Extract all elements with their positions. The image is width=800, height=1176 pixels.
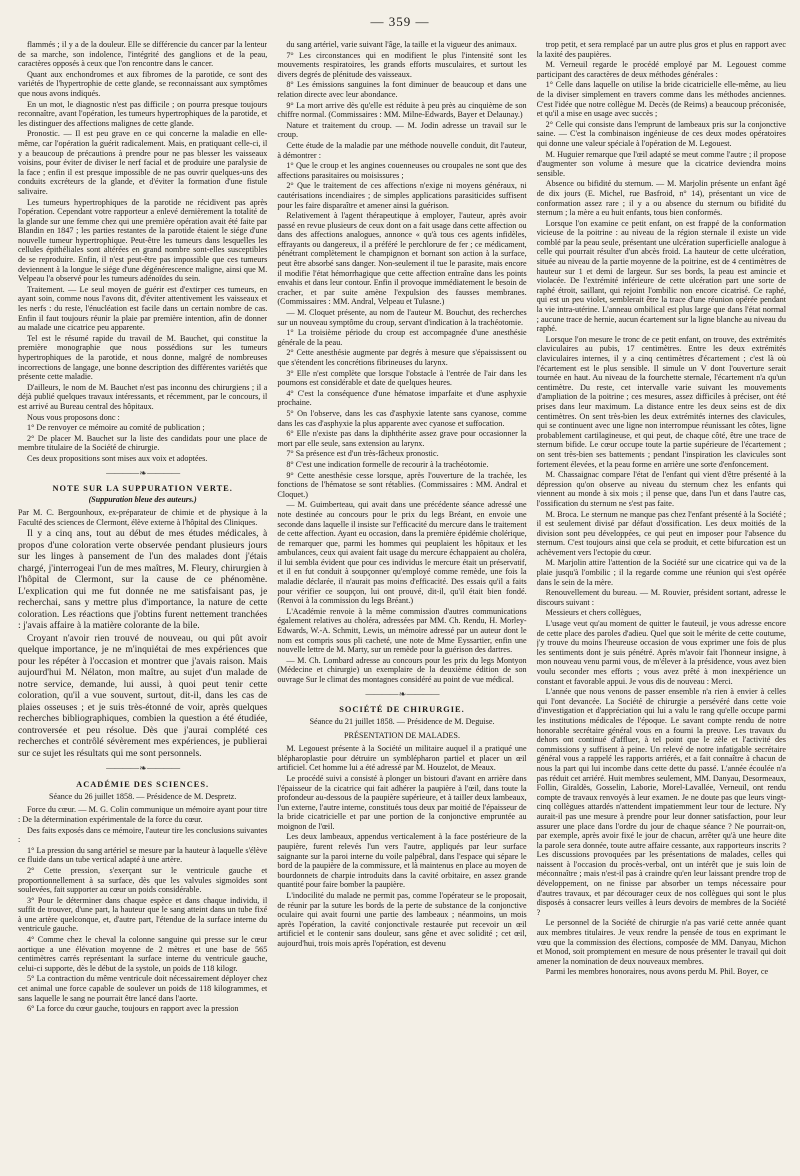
paragraph: 1° Celle dans laquelle on utilise la bride cicatricielle elle-même, au lieu de la diviser simplement en travers comme dans les méthodes anciennes. C'est l'idée que notre collègue M. Decès (de Reims) a beaucoup préconisée, et qu'il a mise en usage avec succès ; xyxy=(536,80,786,119)
paragraph: 6° Elle n'existe pas dans la diphthérite assez grave pour occasionner la mort par elle seule, sans extension au larynx. xyxy=(277,429,527,448)
column-right xyxy=(537,40,786,1168)
note-title: NOTE SUR LA SUPPURATION VERTE. xyxy=(52,484,233,494)
paragraph: 5° La contraction du même ventricule doit nécessairement déployer chez cet animal une force capable de soulever un poids de 118 kilogrammes, et sans laquelle le sang ne pourrait être lancé dans l'aorte. xyxy=(18,974,268,1003)
note-author: Par M. C. Bergounhoux, ex-préparateur de chimie et de physique à la Faculté des sciences de Clermont, élève externe à l'hôpital des Cliniques. xyxy=(18,508,268,527)
paragraph: 3° Elle n'est complète que lorsque l'obstacle à l'entrée de l'air dans les poumons est considérable et date de quelques heures. xyxy=(277,368,527,388)
note-subtitle: (Suppuration bleue des auteurs.) xyxy=(88,494,197,504)
academy-body xyxy=(18,805,267,1013)
paragraph: Traitement. — Le seul moyen de guérir est d'extirper ces tumeurs, en ayant soin, comme nous l'avons dit, d'éviter attentivement les vaisseaux et les nerfs : du reste, l'énucléation est facile dans un certain nombre de cas. Enfin il faut toujours réunir la plaie par première intention, afin de donner au malade une cicatrice peu apparente. xyxy=(18,284,268,333)
paragraph: 5° On l'observe, dans les cas d'asphyxie latente sans cyanose, comme dans les cas d'asphyxie la plus apparente avec cyanose et suffocation. xyxy=(277,408,527,428)
paragraph: M. Verneuil regarde le procédé employé par M. Legouest comme participant des caractères de deux méthodes générales : xyxy=(536,60,786,79)
paragraph: Absence ou bifidité du sternum. — M. Marjolin présente un enfant âgé de dix jours (E. Michel, rue Basfroid, n° 14), présentant un vice de conformation assez rare ; il y a ou absence du sternum ou bifidité du sternum ; la mère a eu huit enfants, tous bien conformés. xyxy=(536,179,786,218)
paragraph: — M. Cloquet présente, au nom de l'auteur M. Bouchut, des recherches sur un nouveau symptôme du croup, servant d'indication à la trachéotomie. xyxy=(277,308,527,327)
paragraph: Renouvellement du bureau. — M. Rouvier, président sortant, adresse le discours suivant : xyxy=(536,588,786,607)
paragraph: L'usage veut qu'au moment de quitter le fauteuil, je vous adresse encore de cette place des paroles d'adieu. Quel que soit le mérite de cette coutume, j'y trouve du moins l'heureuse occasion de vous exprimer une fois de plus les sentiments dont je suis pénétré. Après m'avoir fait l'honneur insigne, à mon nouveau venu parmi vous, de m'élever à la présidence, vous avez bien voulu seconder mes efforts ; vous avez prêté à mon inexpérience un constant et favorable appui. Je vous dis de nouveau : Merci. xyxy=(536,619,786,686)
text-columns xyxy=(18,40,786,1168)
paragraph: 1° Que le croup et les angines couenneuses ou croupales ne sont que des affections parasitaires ou moisissures ; xyxy=(277,161,527,180)
paragraph: Tel est le résumé rapide du travail de M. Bauchet, qui constitue la première monographie que nous possédions sur les tumeurs hypertrophiques de la parotide, et nous donne, malgré de nombreuses incorrections de langage, une bonne description des différentes variétés que présente cette maladie. xyxy=(18,333,268,382)
paragraph: 2° Celle qui consiste dans l'emprunt de lambeaux pris sur la conjonctive saine. — C'est la combinaison ingénieuse de ces deux modes opératoires qui donne une valeur spéciale à l'opération de M. Legouest. xyxy=(536,119,786,148)
paragraph: M. Chassaignac compare l'état de l'enfant qui vient d'être présenté à la dépression qu'on observe au niveau du sternum chez les enfants qui viennent au monde à six mois ; il pense que, dans l'un et dans l'autre cas, l'ossification du sternum ne s'est pas faite. xyxy=(536,470,786,508)
society-session: Séance du 21 juillet 1858. — Présidence de M. Deguise. xyxy=(309,716,495,726)
paragraph: 7° Les circonstances qui en modifient le plus l'intensité sont les mouvements respiratoires, les grands efforts musculaires, et surtout les divers degrés de plénitude des vaisseaux. xyxy=(277,50,527,79)
paragraph: Des faits exposés dans ce mémoire, l'auteur tire les conclusions suivantes : xyxy=(18,825,268,845)
paragraph: En un mot, le diagnostic n'est pas difficile ; on pourra presque toujours reconnaître, avant l'opération, les tumeurs hypertrophiques de la parotide, et les distinguer des affections malignes de cette glande. xyxy=(18,99,268,128)
academy-title: ACADÉMIE DES SCIENCES. xyxy=(76,779,210,789)
presentation-heading: PRÉSENTATION DE MALADES. xyxy=(343,730,460,740)
paragraph: 2° Cette pression, s'exerçant sur le ventricule gauche et proportionnellement à sa surface, dès que les valvules sigmoïdes sont soulevées, fait supporter au cœur un poids considérable. xyxy=(18,865,268,895)
paragraph: Pronostic. — Il est peu grave en ce qui concerne la maladie en elle-même, car l'opération la guérit radicalement. Mais, en pratiquant celle-ci, il y a beaucoup de précautions à prendre pour ne pas blesser les vaisseaux voisins, pour éviter de diviser le nerf facial et de produire une paralysie de la face ; enfin il est presque impossible de ne pas ouvrir quelques-uns des conduits excréteurs de la glande, et d'éviter la formation d'une fistule salivaire. xyxy=(18,129,268,196)
paragraph: flammés ; il y a de la douleur. Elle se différencie du cancer par la lenteur de sa marche, son indolence, l'intégrité des ganglions et de la peau, caractères opposés à ceux que l'on rencontre dans le cancer. xyxy=(18,40,268,69)
paragraph: L'indocilité du malade ne permit pas, comme l'opérateur se le proposait, de réunir par la suture les bords de la perte de substance de la conjonctive oculaire qui avait fourni une partie des lambeaux ; néanmoins, un mois après l'opération, la cavité conjonctivale restaurée put recevoir un œil artificiel et le contenir sans douleur, sans gêne et avec solidité ; cet œil, aujourd'hui, trois mois après l'opération, est devenu xyxy=(277,891,527,948)
paragraph: M. Huguier remarque que l'œil adapté se meut comme l'autre ; il propose d'augmenter son volume à mesure que la cicatrice deviendra moins sensible. xyxy=(536,149,786,178)
column-middle-body xyxy=(277,40,526,685)
paragraph: Cette étude de la maladie par une méthode nouvelle conduit, dit l'auteur, à démontrer : xyxy=(277,140,527,160)
paragraph: Quant aux enchondromes et aux fibromes de la parotide, ce sont des variétés de l'hypertrophie de cette glande, se reconnaissant aux symptômes que nous avons indiqués. xyxy=(18,69,268,98)
paragraph: Parmi les membres honoraires, nous avons perdu M. Phil. Boyer, ce xyxy=(545,967,769,977)
paragraph: du sang artériel, varie suivant l'âge, la taille et la vigueur des animaux. xyxy=(286,40,517,49)
paragraph: 7° Sa présence est d'un très-fâcheux pronostic. xyxy=(286,449,439,459)
paragraph: Messieurs et chers collègues, xyxy=(545,608,642,618)
paragraph: Le procédé suivi a consisté à plonger un bistouri d'avant en arrière dans l'épaisseur de la cicatrice qui fait adhérer la paupière à l'œil, dans toute la profondeur au-dessous de la paupière supérieure, et à tailler deux lambeaux, l'un externe, l'autre interne, constitués tous deux par moitié de l'épaisseur de la bride cicatricielle et par une portion de la conjonctive empruntée au moignon de l'œil. xyxy=(277,773,527,831)
paragraph: 2° Cette anesthésie augmente par degrés à mesure que s'épaississent ou que s'étendent les concrétions fibrineuses du larynx. xyxy=(277,348,527,367)
paragraph: Les deux lambeaux, appendus verticalement à la face postérieure de la paupière, furent relevés l'un vers l'autre, appliqués par leur surface saignante sur la paroi interne du voile palpébral, dans l'espace qui sépare le bord de la paupière de la commissure, et là maintenus en place au moyen de bourdonnets de charpie introduits dans la cavité orbitaire, en assez grande quantité pour faire bomber la paupière. xyxy=(277,832,527,890)
section-divider xyxy=(277,689,526,700)
paragraph: Nous vous proposons donc : xyxy=(27,412,120,422)
paragraph: M. Legouest présente à la Société un militaire auquel il a pratiqué une blépharoplastie pour détruire un symblépharon partiel et placer un œil artificiel. Cet homme lui a été adressé par M. Houzelot, de Meaux. xyxy=(277,744,527,773)
page-number: — 359 — xyxy=(370,14,430,29)
paragraph: Ces deux propositions sont mises aux voix et adoptées. xyxy=(27,453,208,463)
paragraph: L'Académie renvoie à la même commission d'autres communications également relatives au choléra, adressées par MM. Ch. Rendu, H. Morley-Edwards, W.-A. Schmitt, Lewis, un mémoire adressé par un auteur dont le nom est compris sous pli cacheté, une note de Mme Eyssartier, enfin une nouvelle lettre de M. Marty, sur un remède pour la guérison des dartres. xyxy=(277,606,527,655)
paragraph: 2° Que le traitement de ces affections n'exige ni moyens généraux, ni cautérisations incendiaires ; de simples applications parasiticides suffisent pour les faire disparaître et amener ainsi la guérison. xyxy=(277,181,527,210)
paragraph: 9° La mort arrive dès qu'elle est réduite à peu près au cinquième de son chiffre normal. (Commissaires : MM. Milne-Edwards, Bayer et Delaunay.) xyxy=(277,100,527,120)
paragraph: Croyant n'avoir rien trouvé de nouveau, ou qui pût avoir quelque importance, je ne m'inquiétai de mes expériences que pour les répéter à l'occasion et montrer que j'avais raison. Mais aujourd'hui M. Nélaton, mon maître, au sujet d'un malade de notre service, demande, lui aussi, à quoi peut tenir cette coloration, qu'il a vue souvent, surtout, dit-il, dans les cas de plaies osseuses ; et je suis très-étonné de voir, après quelques recherches bibliographiques, combien la question a été étudiée, controversée et peu résolue. Dès que j'aurai complété ces recherches et contrôlé sévèrement mes expériences, je publierai sur ce sujet les résultats qui me sont personnels. xyxy=(18,632,268,759)
section-divider xyxy=(18,468,267,479)
column-right-body xyxy=(537,40,786,977)
column-left-body xyxy=(18,40,267,464)
paragraph: 2° De placer M. Bauchet sur la liste des candidats pour une place de membre titulaire de la Société de chirurgie. xyxy=(18,433,268,453)
paragraph: Nature et traitement du croup. — M. Jodin adresse un travail sur le croup. xyxy=(277,120,527,140)
paragraph: 8° Les émissions sanguines la font diminuer de beaucoup et dans une relation directe avec leur abondance. xyxy=(277,80,527,99)
paragraph: 4° Comme chez le cheval la colonne sanguine qui presse sur le cœur aortique a une élévation moyenne de 2 mètres et une base de 565 centimètres carrés représentant la surface interne du ventricule gauche, celui-ci supporte, dès le début de la systole, un poids de 118 kilogr. xyxy=(18,935,268,973)
society-title: SOCIÉTÉ DE CHIRURGIE. xyxy=(339,705,465,715)
note-body xyxy=(18,528,267,759)
paragraph: 3° Pour le déterminer dans chaque espèce et dans chaque individu, il suffit de trouver, d'une part, la hauteur que le sang atteint dans un tube fixé à une artère quelconque, et, d'autre part, l'étendue de la surface interne du ventricule gauche. xyxy=(18,895,268,934)
paragraph: 9° Cette anesthésie cesse lorsque, après l'ouverture de la trachée, les fonctions de l'hématose se sont rétablies. (Commissaires : MM. Andral et Cloquet.) xyxy=(277,470,527,499)
society-body xyxy=(277,744,526,948)
paragraph: D'ailleurs, le nom de M. Bauchet n'est pas inconnu des chirurgiens ; il a déjà publié quelques travaux intéressants, et récemment, par le concours, il est arrivé au Bureau central des hôpitaux. xyxy=(18,382,268,411)
paragraph: Il y a cinq ans, tout au début de mes études médicales, à propos d'une coloration verte observée pendant plusieurs jours sur les linges à pansement de l'un des malades dont j'étais chargé, j'interrogeai l'un de mes maîtres, M. Fleury, chirurgien à l'hôpital de Clermont, sur la cause de ce phénomène. L'explication qui me fut donnée ne me satisfaisant pas, je recherchai, sans y mettre plus d'importance, la nature de cette coloration. Les réactions que j'obtins furent nettement tranchées : j'avais affaire à la matière colorante de la bile. xyxy=(18,528,268,632)
paragraph: Lorsque l'on examine ce petit enfant, on est frappé de la conformation vicieuse de la poitrine : au niveau de la région sternale il existe un vide comblé par la peau seule, présentant une ulcération superficielle analogue à celle qui pourrait résulter d'un abcès froid. La hauteur de cette ulcération, située au niveau de la partie moyenne de la poitrine, est de 4 centimètres de hauteur sur 1 et demi de largeur. Sur ses bords, la peau est amincie et violacée. De l'extrémité inférieure de cette ulcération part une sorte de raphé étroit, saillant, qui rejoint l'ombilic non encore cicatrisé. Ce raphé, qui est un peu violet, semblerait être la trace d'une réunion opérée pendant la vie intra-utérine. L'anneau ombilical est plus large que dans l'état normal ; aucune trace de hernie, aucun écartement sur la ligne blanche au niveau du raphé. xyxy=(536,218,786,334)
paragraph: — M. Guimberteau, qui avait dans une précédente séance adressé une note destinée au concours pour le prix du legs Bréant, en envoie une seconde dans laquelle il insiste sur l'efficacité du mercure dans le traitement de cette affection. Ayant eu occasion, dans la première épidémie cholérique, de remarquer que, parmi les hommes qui peuplaient les hôpitaux et les ambulances, ceux qui avaient fait usage du mercure échappaient au choléra, il lui sembla évident que pour ces individus le mercure était un préservatif, et il en fut conduit à soupçonner qu'employé comme remède, une fois la maladie déclarée, il n'aurait pas moins d'efficacité. Des essais qu'il a faits pour vérifier ce soupçon, lui ont prouvé, dit-il, qu'il était bien fondé. (Renvoi à la commission du legs Bréant.) xyxy=(277,500,527,606)
paragraph: 4° C'est la conséquence d'une hématose imparfaite et d'une asphyxie prochaine. xyxy=(277,388,527,408)
paragraph: Les tumeurs hypertrophiques de la parotide ne récidivent pas après l'opération. Cependant votre rapporteur a enlevé dernièrement la totalité de la glande sur une femme chez qui une première opération avait été faite par Blandin en 1847 ; les parties restantes de la parotide étaient le siége d'une nouvelle tumeur hypertrophique. Peut-être les tumeurs dans lesquelles les cellules épithéliales sont altérées en grand nombre sont-elles susceptibles de se reproduire. Enfin, il n'est peut-être pas impossible que ces tumeurs deviennent à la longue le siége d'une dégénérescence maligne, ainsi que M. Velpeau l'a observé pour les tumeurs adénoïdes du sein. xyxy=(18,197,268,284)
paragraph: M. Broca. Le sternum ne manque pas chez l'enfant présenté à la Société ; il est seulement divisé par défaut d'ossification. Les deux moitiés de la division sont peu développées, ce qui peut en imposer pour l'absence du sternum. C'est toujours ainsi que cela se produit, et cette bifurcation est un achèvement vers l'ectopie du cœur. xyxy=(536,509,786,557)
paragraph: Le personnel de la Société de chirurgie n'a pas varié cette année quant aux membres titulaires. Je veux rendre la pensée de tous en exprimant le vœu que la commission des élections, composée de MM. Danyau, Michon et Monod, soit promptement en mesure de nous présenter le travail qui doit amener la nomination de deux nouveaux membres. xyxy=(536,918,786,966)
paragraph: — M. Ch. Lombard adresse au concours pour les prix du legs Montyon (Médecine et chirurgie) un exemplaire de la deuxième édition de son ouvrage Sur le climat des montagnes considéré au point de vue médical. xyxy=(277,655,527,684)
paragraph: Relativement à l'agent thérapeutique à employer, l'auteur, après avoir passé en revue plusieurs de ceux dont on a fait usage dans cette affection ou dans des affections analogues, annonce « qu'à tous ces agents infidèles, effrayants ou dangereux, il a préféré le perchlorure de fer ; ce médicament, pénétrant complètement le champignon et bornant son action à la surface, peut être absorbé sans danger. Non-seulement il tue le parasite, mais encore il modifie l'état hémorrhagique que cette affection entraîne dans les points envahis et dans leur contour. Enfin il provoque immédiatement le besoin de cracher, et par suite amène l'expulsion des fausses membranes. (Commissaires : MM. Andral, Velpeau et Tulasne.) xyxy=(277,211,527,307)
column-left xyxy=(18,40,267,1168)
paragraph: M. Marjolin attire l'attention de la Société sur une cicatrice qui va de la plaie jusqu'à l'ombilic ; il la regarde comme une réunion qui s'est opérée dans le sein de la mère. xyxy=(536,558,786,587)
paragraph: 1° De renvoyer ce mémoire au comité de publication ; xyxy=(27,423,205,433)
paragraph: 8° C'est une indication formelle de recourir à la trachéotomie. xyxy=(286,459,489,469)
academy-session: Séance du 26 juillet 1858. — Présidence de M. Despretz. xyxy=(48,791,237,801)
paragraph: trop petit, et sera remplacé par un autre plus gros et plus en rapport avec la laxité des paupières. xyxy=(536,40,786,59)
column-middle xyxy=(277,40,526,1168)
paragraph: Force du cœur. — M. G. Colin communique un mémoire ayant pour titre : De la détermination expérimentale de la force du cœur. xyxy=(18,805,268,824)
paragraph: L'année que nous venons de passer ensemble n'a rien à envier à celles qui l'ont devancée. La Société de chirurgie a persévéré dans cette voie d'investigation et d'appréciation qui lui a valu le rang qu'elle occupe parmi les institutions médicales de l'époque. Le savant compte rendu de notre honorable secrétaire général vous en a fourni la preuve. Les travaux du dehors ont continué d'affluer, à tel point que le zèle et l'activité des commissions y suffisent à peine. Un relevé de notre infatigable secrétaire général vous a rappelé les rapports arriérés, et a fait connaître à chacun de nous la part qui lui incombe dans cette dette du passé. L'année écoulée n'a pas réduit cet arriéré. Huit membres seulement, MM. Danyau, Desormeaux, Follin, Giraldès, Gosselin, Laborie, Morel-Lavallée, Verneuil, ont rendu compte de travaux renvoyés à leur examen. Je ne doute pas que leurs vingt-cinq collègues attardés n'attendent impatiemment leur tour de lecture. N'y aurait-il pas une mesure à prendre pour leur donner satisfaction, pour leur assurer une place dans l'ordre du jour de chaque séance ? Ne pourrait-on, par exemple, après avoir fixé le jour de chacun, arrêter qu'à une heure dite la parole sera donnée, toute autre affaire cessante, aux rapporteurs inscrits ? Les discussions provoquées par les présentations de malades, celles qui naissent à l'occasion du procès-verbal, ont un intérêt que je suis loin de méconnaître ; mais n'est-il pas à craindre qu'en leur laissant prendre trop de développement, on ne finisse par absorber un temps nécessaire pour d'autres travaux, et par décourager ceux de nos collègues qui sont le plus disposés à consacrer leurs veilles à leurs devoirs de membres de la Société ? xyxy=(536,687,786,917)
section-divider xyxy=(18,763,267,774)
paragraph: 1° La troisième période du croup est accompagnée d'une anesthésie générale de la peau. xyxy=(277,328,527,347)
paragraph: 6° La force du cœur gauche, toujours en rapport avec la pression xyxy=(27,1004,239,1014)
paragraph: Lorsque l'on mesure le tronc de ce petit enfant, on trouve, des extrémités claviculaires au pubis, 17 centimètres. Entre les deux extrémités claviculaires internes, il y a cinq centimètres d'écartement ; c'est là où l'écartement est le plus sensible. Il simule un V dont l'ouverture serait tournée en haut. Au niveau de la fourchette sternale, l'écartement n'a qu'un centimètre. Du reste, cet intervalle varie suivant les mouvements d'ampliation de la poitrine ; ces mesures, assez difficiles à préciser, ont été prises dans leur maximum. La distance entre les deux seins est de dix centimètres. On sent très-bien les deux extrémités internes des clavicules, qui se continuent avec une ligne non interrompue réunissant les côtes, ligne probablement cartilagineuse, et qui peut, de chaque côté, être une trace de sternum bifide. Le cœur occupe toute la partie supérieure de l'écartement ; on sent très-bien ses battements ; pendant l'inspiration les clavicules sont fortement élevées, et la peau forme en arrière une sorte d'enfoncement. xyxy=(536,334,786,469)
paragraph: 1° La pression du sang artériel se mesure par la hauteur à laquelle s'élève ce fluide dans un tube vertical adapté à une artère. xyxy=(18,845,268,865)
